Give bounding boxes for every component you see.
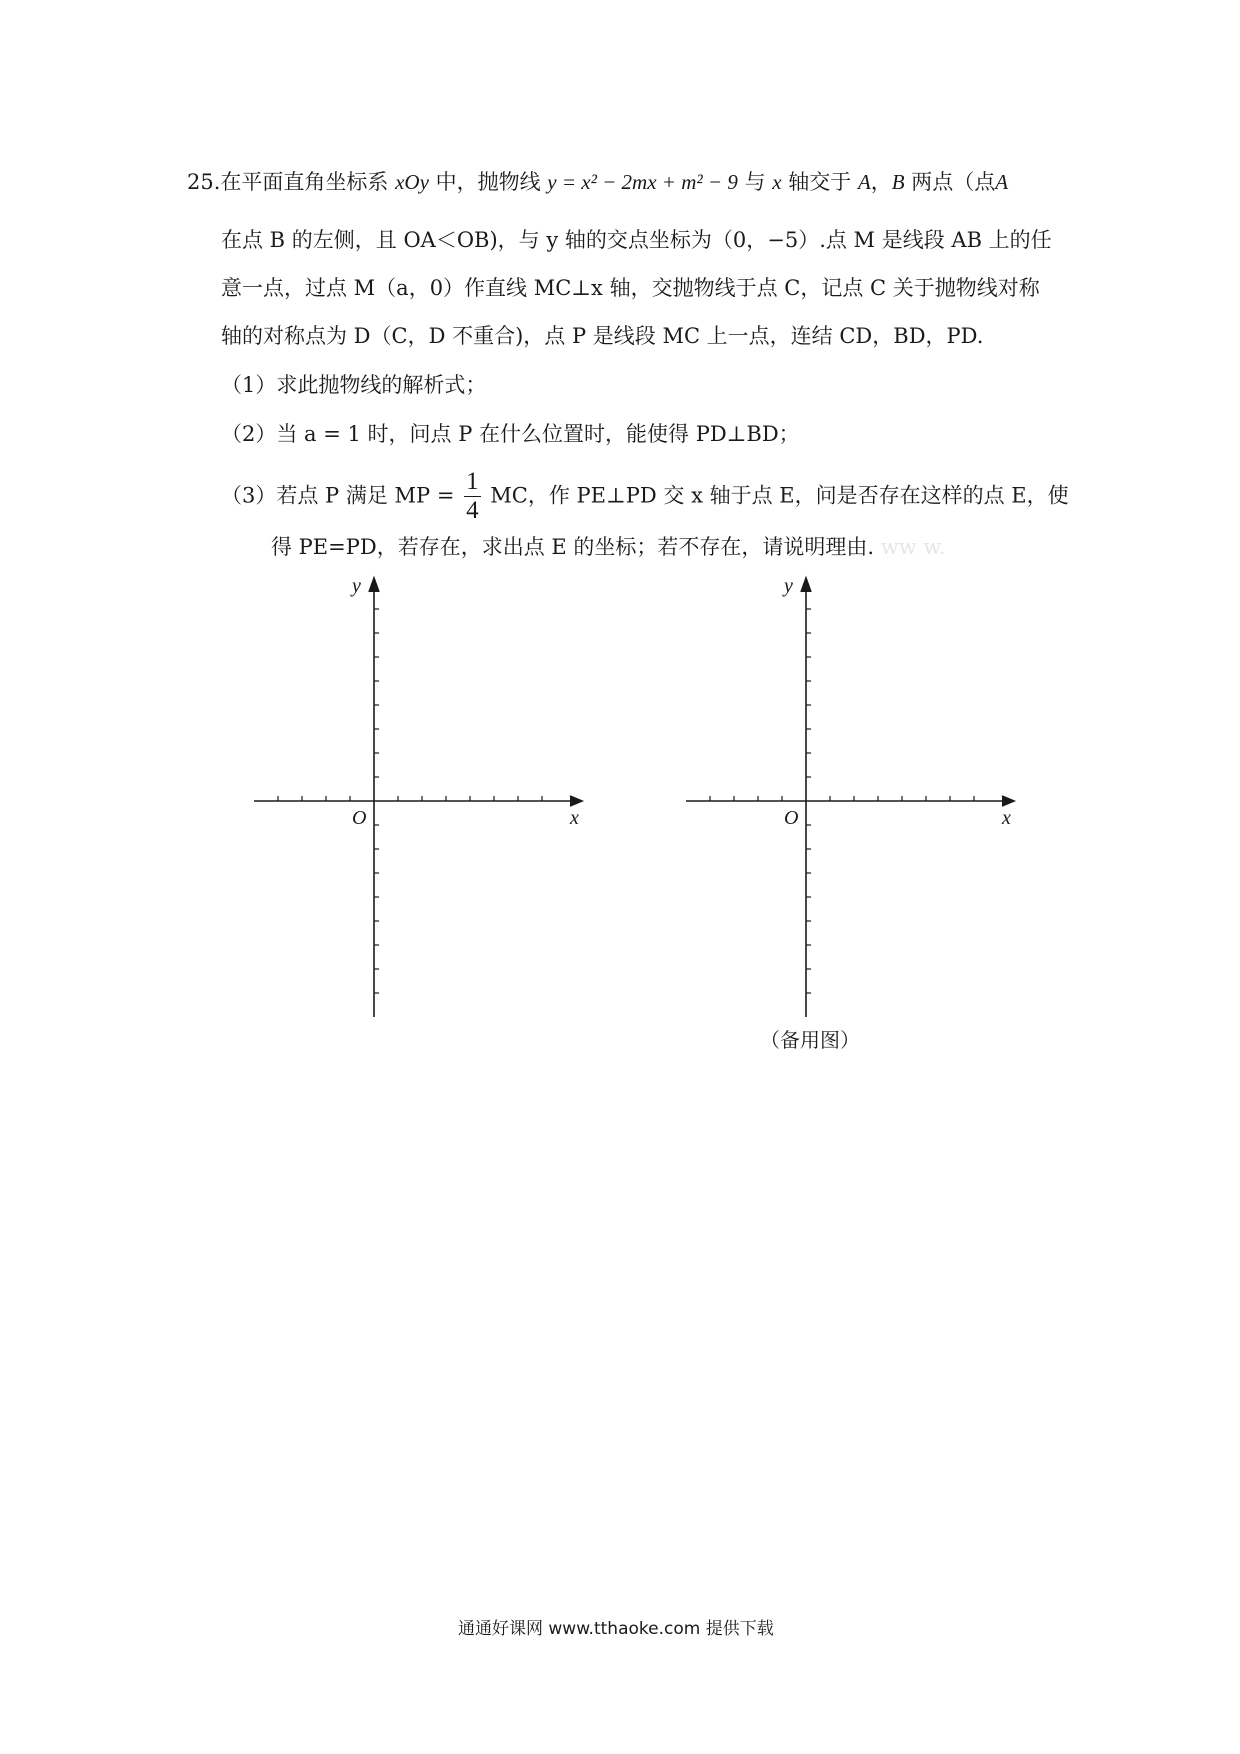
x-axis-arrow-icon xyxy=(1002,796,1014,806)
sub-question-2: （2）当 a = 1 时，问点 P 在什么位置时，能使得 PD⊥BD； xyxy=(221,422,800,446)
origin-label: O xyxy=(352,807,367,829)
sub-question-1: （1）求此抛物线的解析式； xyxy=(221,373,487,397)
coordinate-axes-left xyxy=(240,570,600,1030)
y-axis-label: y xyxy=(784,575,793,597)
origin-label: O xyxy=(784,807,799,829)
y-axis-label: y xyxy=(352,575,361,597)
question-line-4: 轴的对称点为 D（C，D 不重合)，点 P 是线段 MC 上一点，连结 CD，BD，PD. xyxy=(221,324,984,348)
fraction-one-quarter: $\frac{1}{4}$ xyxy=(466,468,479,524)
question-number: 25. xyxy=(187,170,221,194)
y-axis-arrow-icon xyxy=(801,578,811,592)
question-line-2: 在点 B 的左侧，且 OA＜OB)，与 y 轴的交点坐标为（0，−5）.点 M 是线段 AB 上的任 xyxy=(221,228,1052,252)
sub-question-3: （3）若点 P 满足 MP = $\frac{1}{4}$ MC，作 PE⊥PD 交 x 轴于点 E，问是否存在这样的点 E，使 xyxy=(221,468,1069,524)
sub-question-3-line-2: 得 PE=PD，若存在，求出点 E 的坐标；若不存在，请说明理由. ww w. xyxy=(271,535,946,559)
x-axis-label: x xyxy=(570,807,579,829)
x-axis-label: x xyxy=(1002,807,1011,829)
question-line-1: 25.在平面直角坐标系 xOy 中，抛物线 y = x² − 2mx + m² − 9 与 x 轴交于 A，B 两点（点A xyxy=(187,170,1009,194)
y-axis-arrow-icon xyxy=(369,578,379,592)
coordinate-axes-right xyxy=(672,570,1032,1030)
x-axis-arrow-icon xyxy=(570,796,582,806)
figure-caption: （备用图） xyxy=(760,1028,860,1052)
watermark: ww w. xyxy=(880,535,946,559)
question-line-3: 意一点，过点 M（a，0）作直线 MC⊥x 轴，交抛物线于点 C，记点 C 关于抛物线对称 xyxy=(221,276,1040,300)
parabola-equation: y = x² − 2mx + m² − 9 xyxy=(547,170,738,194)
page-footer: 通通好课网 www.tthaoke.com 提供下载 xyxy=(458,1619,774,1639)
